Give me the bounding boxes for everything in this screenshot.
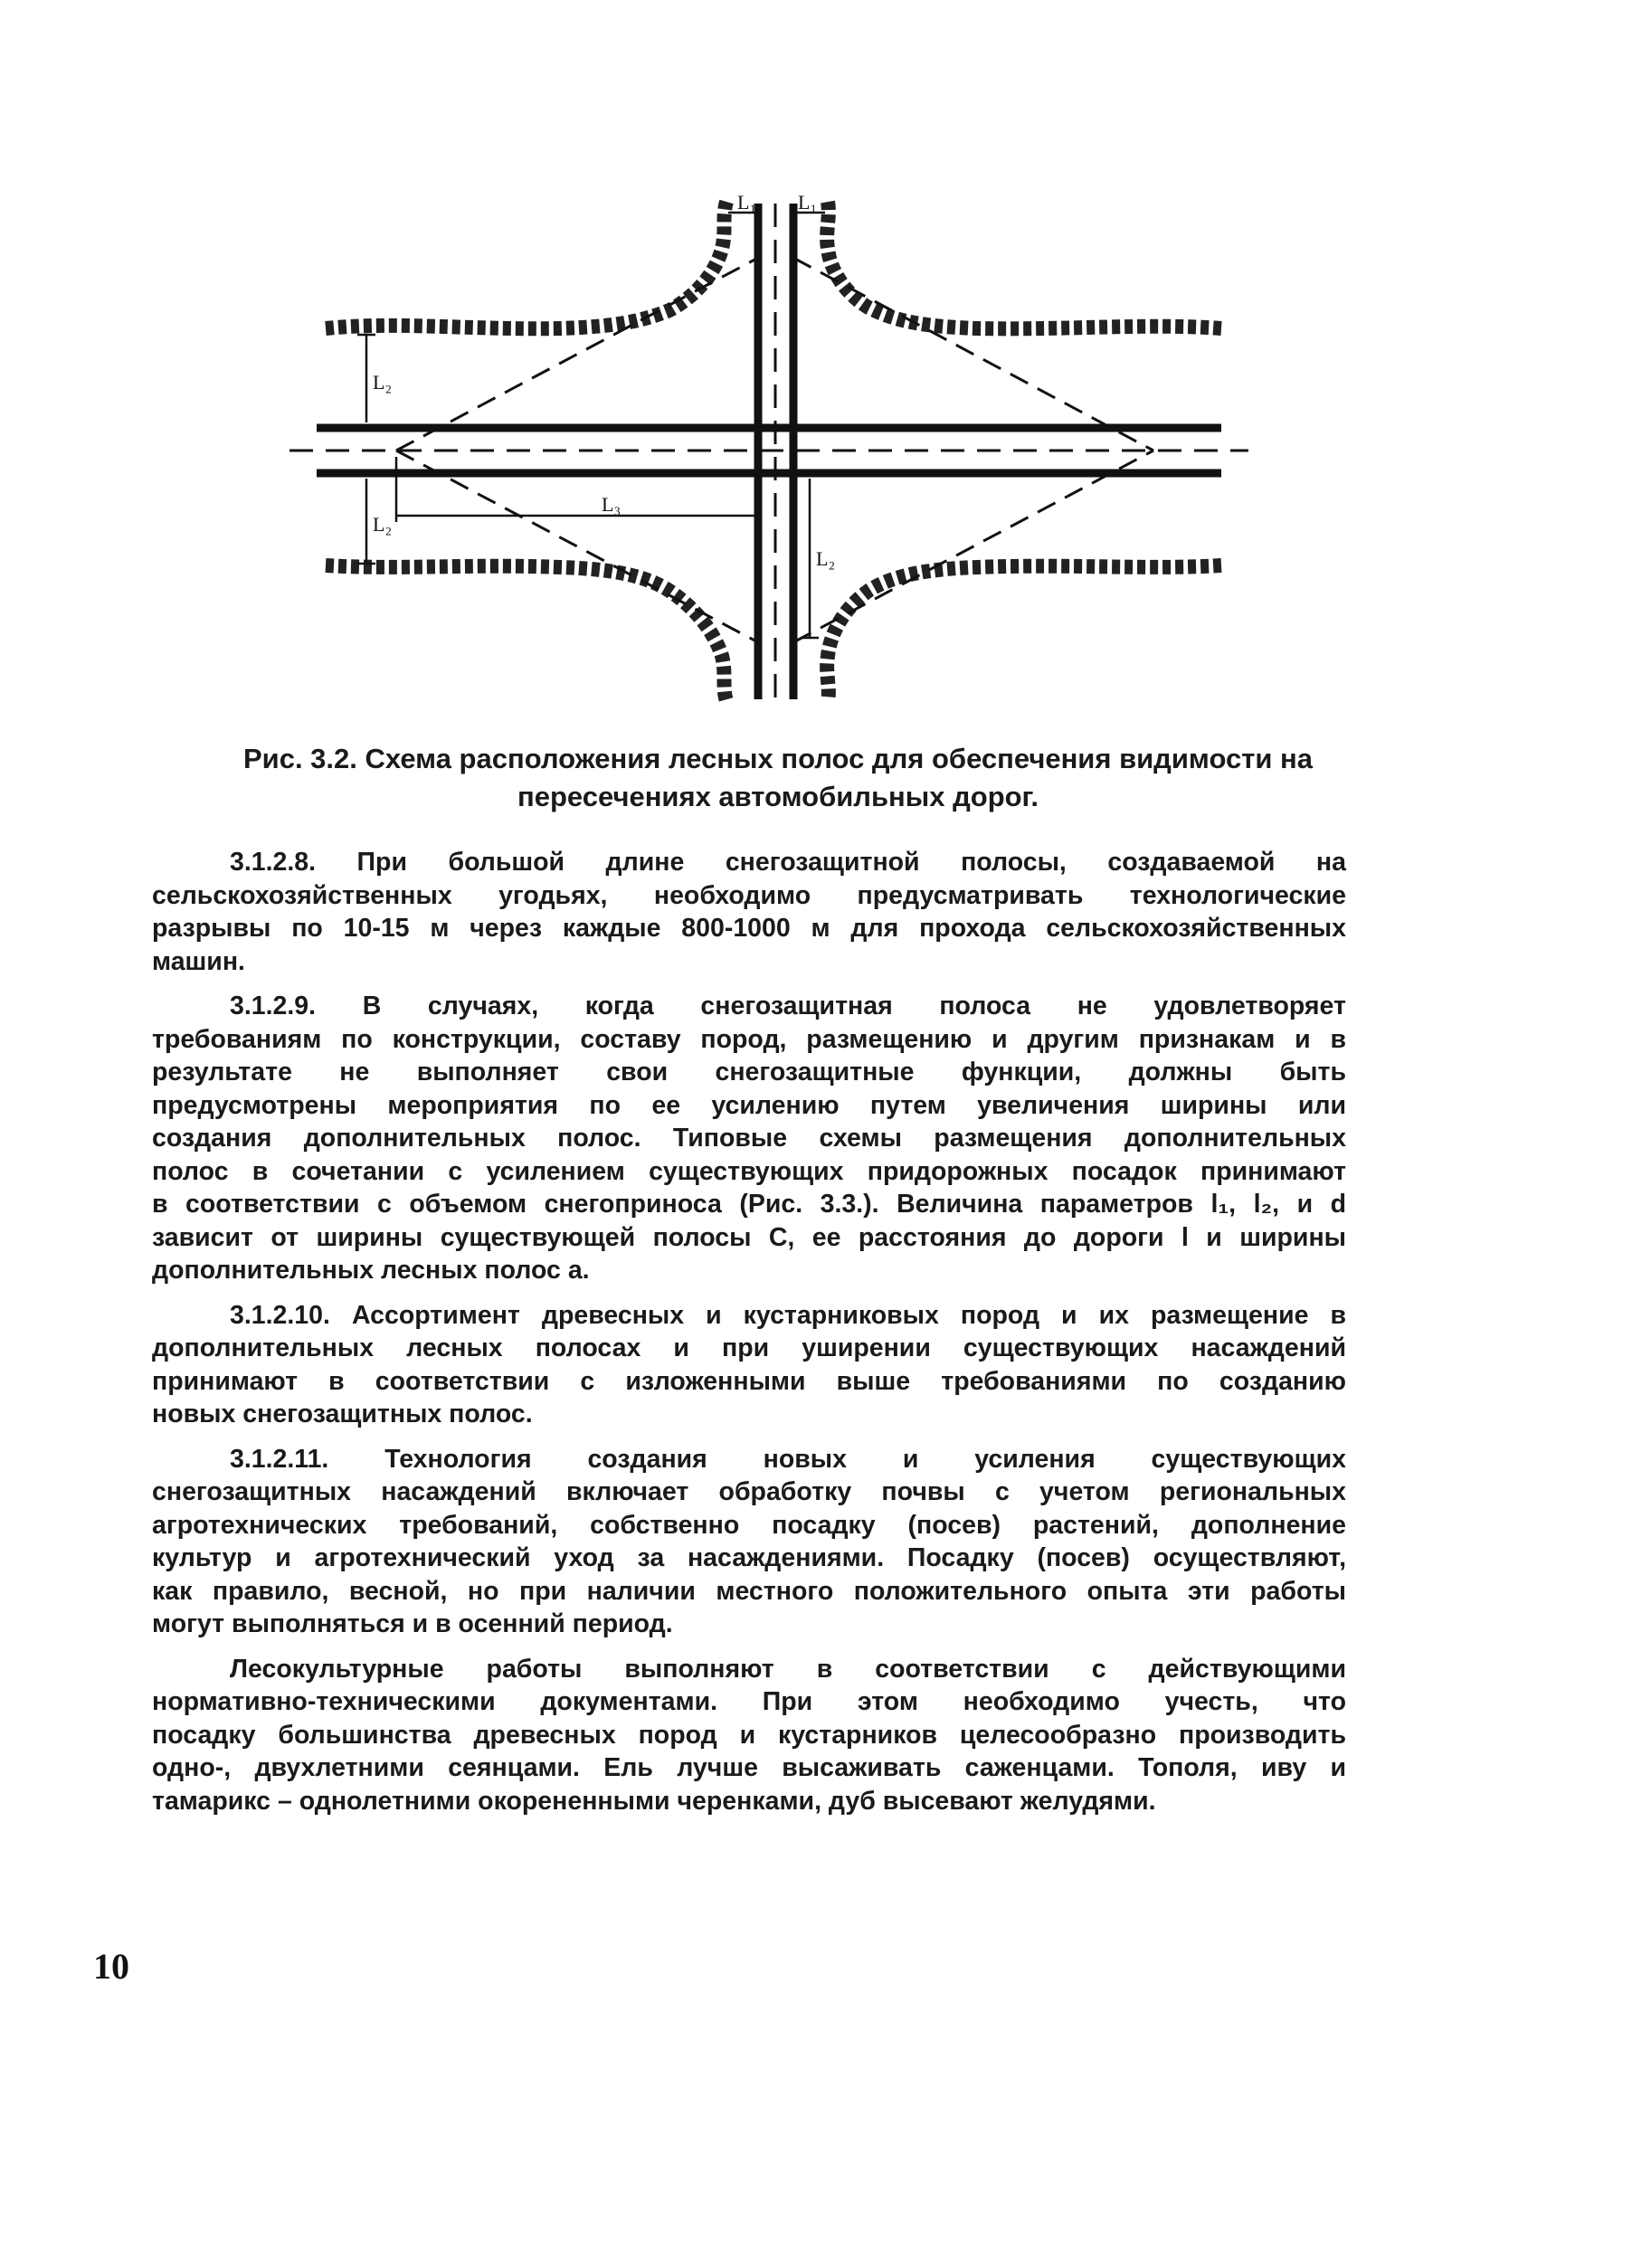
text-line: дополнительных лесных полосах и при уширении существующих насаждений	[152, 1333, 1346, 1362]
label-l2-lower-left: L₂	[373, 513, 393, 536]
caption-line-2: пересечениях автомобильных дорог.	[517, 781, 1039, 812]
text-line: требованиям по конструкции, составу пород, размещению и другим признакам и в	[152, 1024, 1346, 1054]
text-line: новых снегозащитных полос.	[152, 1400, 533, 1428]
text-line: снегозащитных насаждений включает обработку почвы с учетом региональных	[152, 1477, 1346, 1506]
text-line: создания дополнительных полос. Типовые схемы размещения дополнительных	[152, 1124, 1346, 1153]
body-text	[152, 846, 1346, 1829]
text-line: одно-, двухлетними сеянцами. Ель лучше высаживать саженцами. Тополя, иву и	[152, 1753, 1346, 1782]
text-line: зависит от ширины существующей полосы С, ее расстояния до дороги l и ширины	[152, 1222, 1346, 1252]
horizontal-road	[289, 428, 1248, 473]
text-line: как правило, весной, но при наличии местного положительного опыта эти работы	[152, 1576, 1346, 1606]
text-line: сельскохозяйственных угодьях, необходимо предусматривать технологические	[152, 880, 1346, 910]
forest-belt-bottom-left	[326, 565, 726, 701]
label-l2-upper-left: L₂	[373, 371, 393, 394]
text-line: дополнительных лесных полос а.	[152, 1256, 590, 1285]
paragraph-3-1-2-11	[152, 1443, 1346, 1641]
text-line: посадку большинства древесных пород и кустарников целесообразно производить	[152, 1720, 1346, 1750]
text-line: Лесокультурные работы выполняют в соответствии с действующими	[230, 1654, 1346, 1684]
text-line: агротехнических требований, собственно посадку (посев) растений, дополнение	[152, 1510, 1346, 1540]
label-l1-top-right: L₁	[798, 191, 818, 214]
label-l1-top-left: L₁	[737, 191, 757, 214]
text-line: могут выполняться и в осенний период.	[152, 1609, 673, 1638]
intersection-scheme-svg	[289, 185, 1248, 710]
text-line: культур и агротехнический уход за насаждениями. Посадку (посев) осуществляют,	[152, 1543, 1346, 1572]
label-l3-center: L₃	[602, 493, 621, 516]
text-line: результате не выполняет свои снегозащитные функции, должны быть	[152, 1058, 1346, 1087]
forest-belt-top-left	[326, 202, 726, 328]
text-line: разрывы по 10-15 м через каждые 800-1000 м для прохода сельскохозяйственных	[152, 914, 1346, 943]
text-line: предусмотрены мероприятия по ее усилению путем увеличения ширины или	[152, 1090, 1346, 1120]
text-line: 3.1.2.8. При большой длине снегозащитной полосы, создаваемой на	[230, 848, 1346, 877]
paragraph-3-1-2-9	[152, 990, 1346, 1287]
forest-belt-top-right	[827, 202, 1221, 328]
text-line: тамарикс – однолетними окорененными черенками, дуб высевают желудями.	[152, 1786, 1156, 1816]
text-line: 3.1.2.11. Технология создания новых и усиления существующих	[230, 1444, 1346, 1474]
paragraph-forestry-works	[152, 1653, 1346, 1818]
text-line: полос в сочетании с усилением существующих придорожных посадок принимают	[152, 1156, 1346, 1186]
intersection-diagram	[289, 185, 1248, 710]
figure-caption	[217, 740, 1339, 816]
text-line: машин.	[152, 946, 245, 976]
text-line: в соответствии с объемом снегоприноса (Рис. 3.3.). Величина параметров l₁, l₂, и d	[152, 1190, 1346, 1219]
text-line: 3.1.2.10. Ассортимент древесных и кустарниковых пород и их размещение в	[230, 1300, 1346, 1330]
forest-belt-bottom-right	[827, 565, 1221, 701]
paragraph-3-1-2-8	[152, 846, 1346, 978]
paragraph-3-1-2-10	[152, 1299, 1346, 1431]
label-l2-center-right: L₂	[816, 547, 836, 570]
text-line: принимают в соответствии с изложенными выше требованиями по созданию	[152, 1366, 1346, 1396]
caption-line-1: Рис. 3.2. Схема расположения лесных полос для обеспечения видимости на	[242, 743, 1314, 774]
page-number: 10	[93, 1946, 129, 1987]
text-line: 3.1.2.9. В случаях, когда снегозащитная полоса не удовлетворяет	[230, 992, 1346, 1020]
text-line: нормативно-техническими документами. При этом необходимо учесть, что	[152, 1687, 1346, 1716]
